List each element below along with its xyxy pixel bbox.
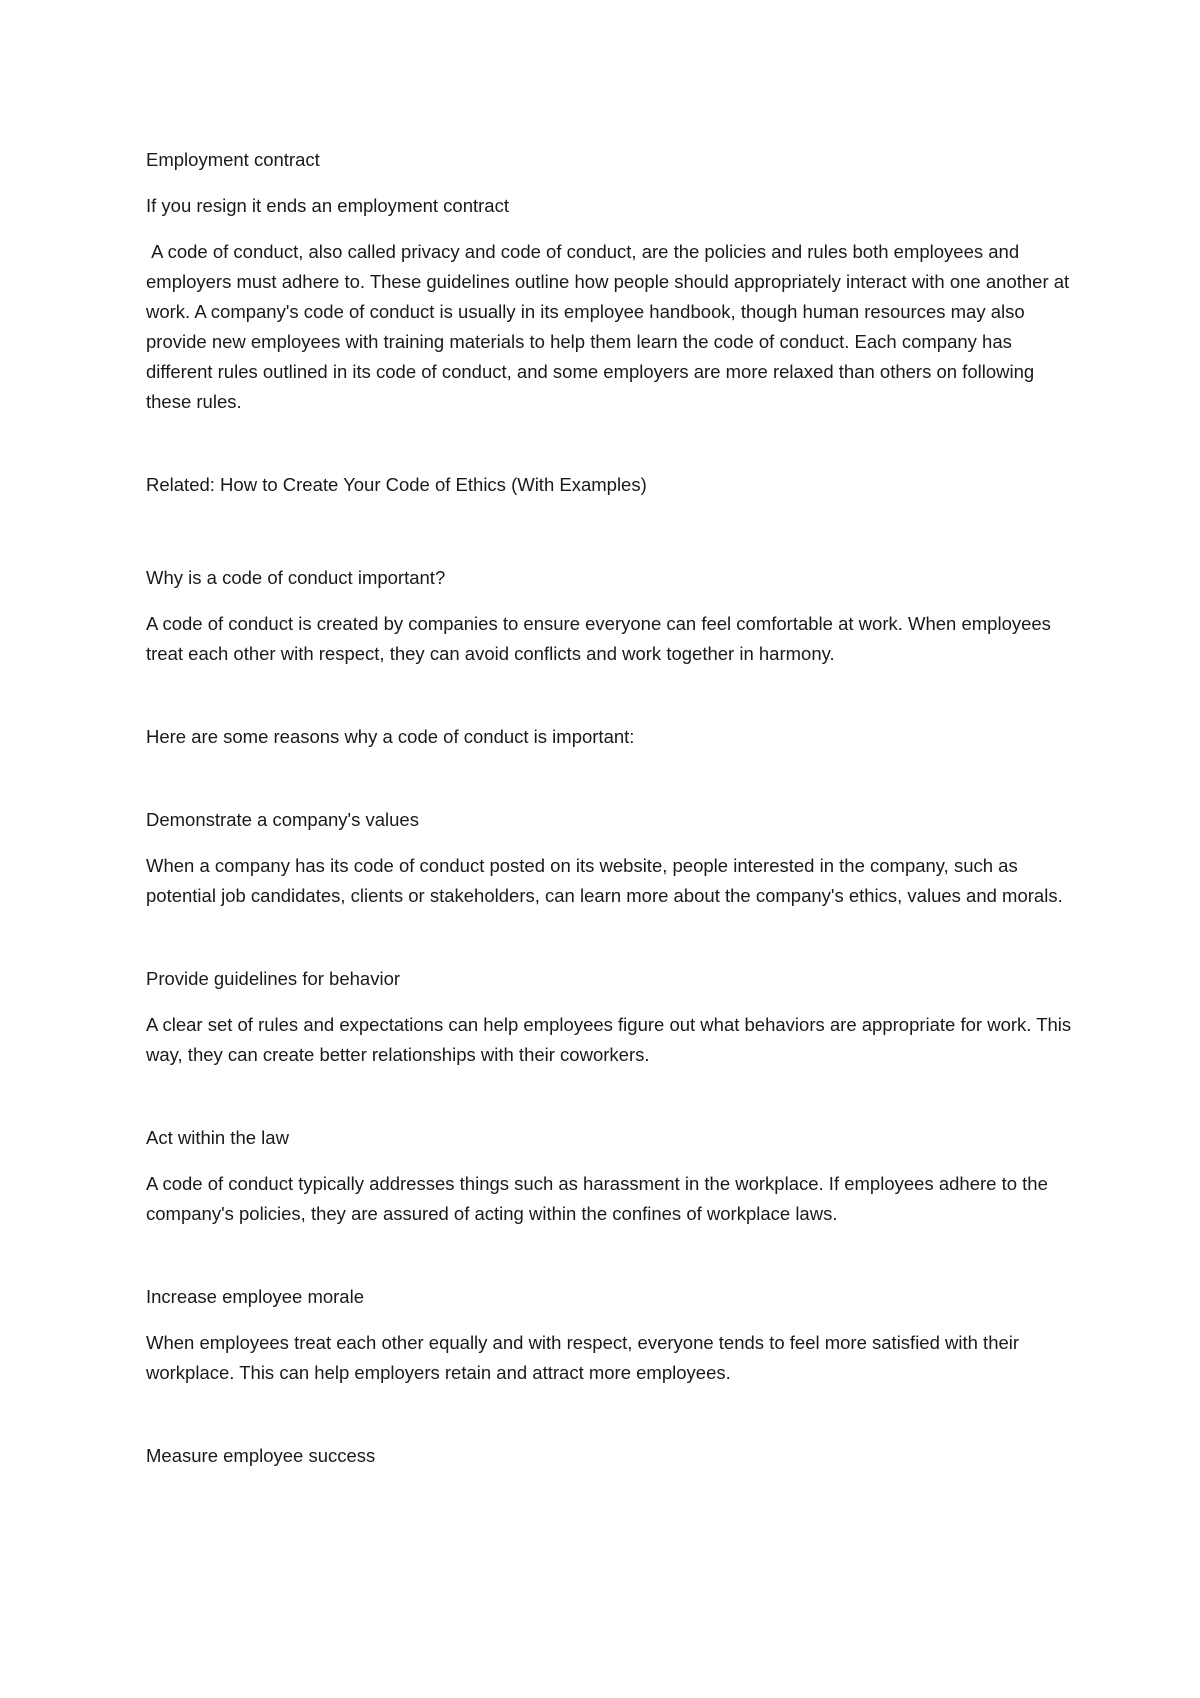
heading-employee-morale: Increase employee morale (146, 1286, 364, 1307)
heading-within-law: Act within the law (146, 1127, 289, 1148)
heading-why-important: Why is a code of conduct important? (146, 567, 446, 588)
paragraph-company-values: When a company has its code of conduct posted on its website, people interested in the company, such as potential job candidates, clients or stakeholders, can learn more about the company's ethics, values and morals. (146, 855, 1063, 906)
paragraph-resign: If you resign it ends an employment contract (146, 195, 509, 216)
paragraph-within-law: A code of conduct typically addresses things such as harassment in the workplace. If employees adhere to the company's policies, they are assured of acting within the confines of workplace laws. (146, 1173, 1048, 1224)
heading-guidelines-behavior: Provide guidelines for behavior (146, 968, 401, 989)
paragraph-reasons-intro: Here are some reasons why a code of conduct is important: (146, 726, 635, 747)
related-link-text: Related: How to Create Your Code of Ethics (With Examples) (146, 474, 647, 495)
paragraph-code-of-conduct: A code of conduct, also called privacy and code of conduct, are the policies and rules both employees and employers must adhere to. These guidelines outline how people should appropriately interact with one another at work. A company's code of conduct is usually in its employee handbook, though human resources may also provide new employees with training materials to help them learn the code of conduct. Each company has different rules outlined in its code of conduct, and some employers are more relaxed than others on following these rules. (146, 241, 1075, 412)
paragraph-guidelines-behavior: A clear set of rules and expectations can help employees figure out what behaviors are appropriate for work. This way, they can create better relationships with their coworkers. (146, 1014, 1072, 1065)
paragraph-why-important: A code of conduct is created by companies to ensure everyone can feel comfortable at work. When employees treat each other with respect, they can avoid conflicts and work together in harmony. (146, 613, 1051, 664)
paragraph-employee-morale: When employees treat each other equally and with respect, everyone tends to feel more satisfied with their workplace. This can help employers retain and attract more employees. (146, 1332, 1020, 1383)
heading-employee-success: Measure employee success (146, 1445, 376, 1466)
document-body (146, 145, 1076, 1471)
heading-company-values: Demonstrate a company's values (146, 809, 419, 830)
heading-employment-contract: Employment contract (146, 149, 320, 170)
